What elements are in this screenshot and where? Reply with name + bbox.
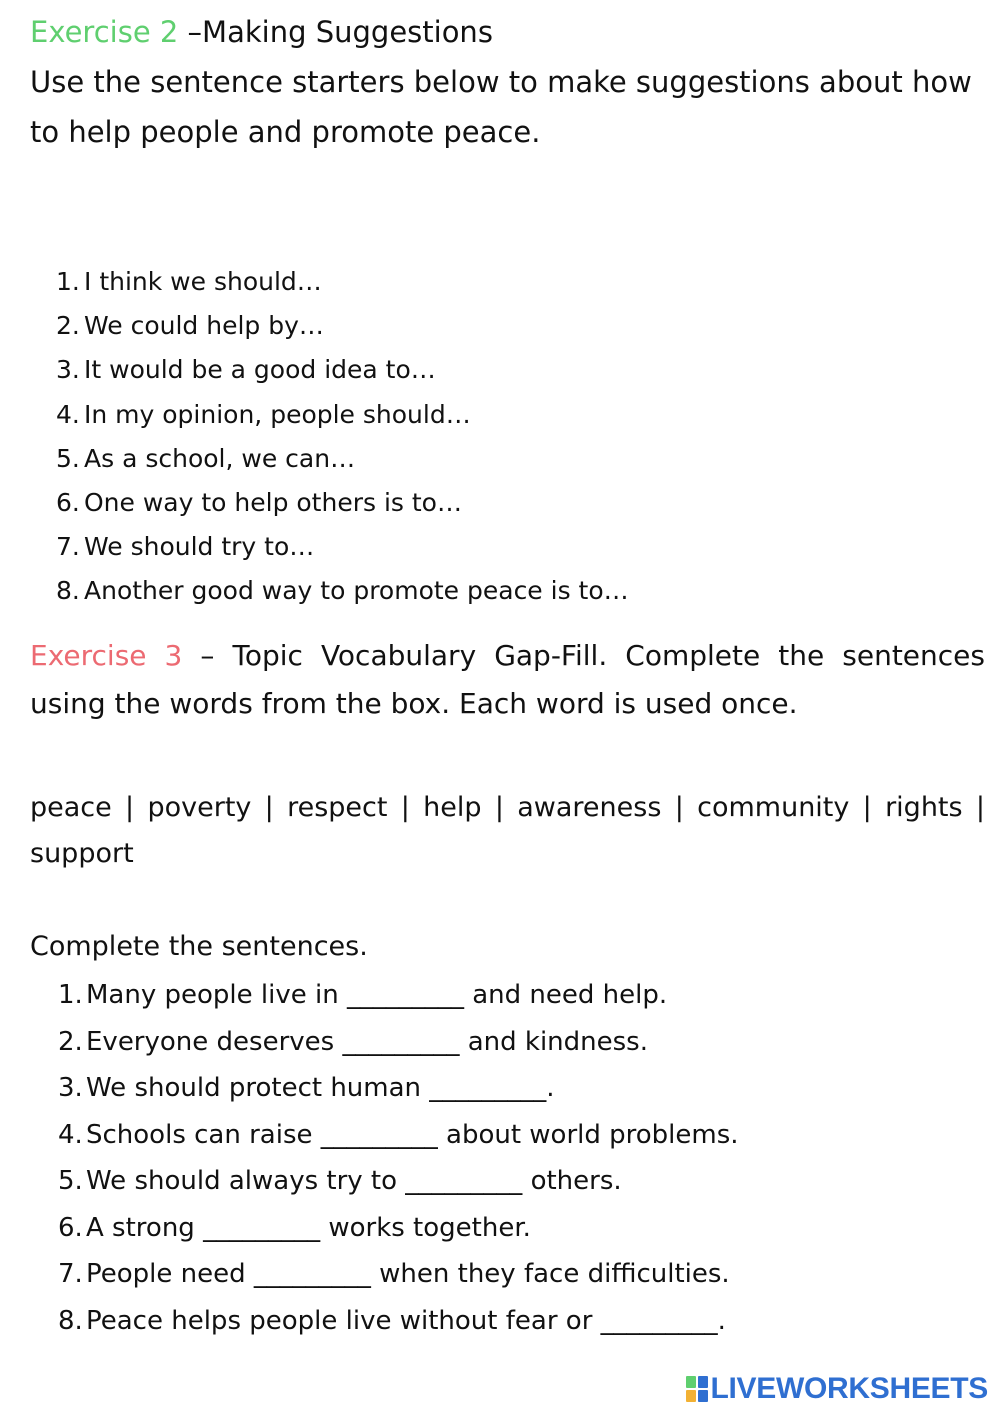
list-item [56, 306, 629, 350]
starter-text: I think we should… [84, 267, 322, 296]
list-item [58, 1159, 739, 1206]
list-item [58, 973, 739, 1020]
list-item [58, 1066, 739, 1113]
gap-sentence: Many people live in _________ and need help. [86, 980, 668, 1010]
list-item [58, 1020, 739, 1067]
list-item [58, 1113, 739, 1160]
gap-sentence: Schools can raise _________ about world problems. [86, 1119, 739, 1150]
exercise-3-heading [30, 632, 985, 728]
list-item [56, 483, 629, 527]
list-item [56, 527, 629, 571]
starter-text: We should try to… [84, 532, 315, 562]
starter-text: In my opinion, people should… [84, 399, 471, 429]
list-item [58, 1299, 739, 1346]
liveworksheets-logo-icon [686, 1376, 708, 1402]
item-number: 8. [56, 576, 80, 606]
item-number: 5. [58, 1166, 83, 1196]
item-number: 4. [56, 399, 80, 429]
starter-text: It would be a good idea to… [84, 355, 436, 385]
item-number: 1. [56, 267, 80, 296]
item-number: 5. [56, 443, 80, 473]
item-number: 6. [56, 487, 80, 517]
exercise-3-label: Exercise 3 [30, 639, 183, 672]
starter-text: One way to help others is to… [84, 487, 462, 517]
item-number: 3. [58, 1073, 83, 1103]
logo-text: LIVEWORKSHEETS [710, 1372, 988, 1405]
exercise-2-heading [30, 12, 493, 52]
list-item [56, 350, 629, 394]
gap-sentence: Everyone deserves _________ and kindness. [86, 1026, 648, 1057]
list-item [58, 1252, 739, 1299]
item-number: 6. [58, 1212, 83, 1243]
item-number: 7. [58, 1259, 83, 1289]
liveworksheets-logo [686, 1372, 989, 1406]
item-number: 2. [58, 1026, 83, 1057]
exercise-2-instructions: Use the sentence starters below to make suggestions about how to help people and promote peace. [30, 65, 972, 149]
exercise-2-title: –Making Suggestions [178, 15, 493, 49]
word-box: peace | poverty | respect | help | awareness | community | rights | support [30, 792, 985, 869]
starter-text: We could help by… [84, 311, 324, 341]
list-item [56, 571, 629, 615]
gap-sentence: We should protect human _________. [86, 1073, 555, 1103]
exercise-2-label: Exercise 2 [30, 15, 179, 49]
list-item [58, 1206, 739, 1253]
item-number: 8. [58, 1305, 83, 1336]
list-item [56, 395, 629, 439]
item-number: 2. [56, 311, 80, 341]
exercise-3-instructions: – Topic Vocabulary Gap-Fill. Complete the sentences using the words from the box. Each word is used once. [30, 639, 985, 720]
item-number: 1. [58, 980, 83, 1010]
starter-text: As a school, we can… [84, 443, 356, 473]
gap-fill-list [58, 973, 739, 1345]
complete-sentences-title: Complete the sentences. [30, 931, 368, 962]
gap-sentence: A strong _________ works together. [86, 1212, 531, 1243]
list-item [56, 439, 629, 483]
item-number: 7. [56, 532, 80, 562]
item-number: 4. [58, 1119, 83, 1150]
item-number: 3. [56, 355, 80, 385]
sentence-starters-list [56, 262, 629, 616]
starter-text: Another good way to promote peace is to… [84, 576, 629, 606]
gap-sentence: Peace helps people live without fear or _________. [86, 1305, 726, 1336]
gap-sentence: We should always try to _________ others. [86, 1166, 622, 1196]
gap-sentence: People need _________ when they face difficulties. [86, 1259, 730, 1289]
list-item [56, 262, 629, 306]
